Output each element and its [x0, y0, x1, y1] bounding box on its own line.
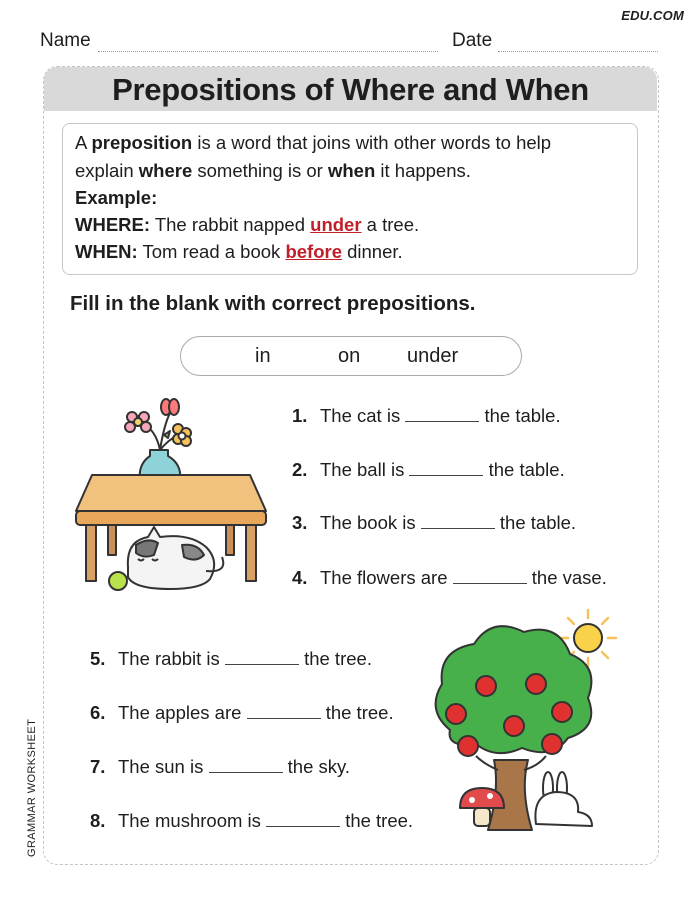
question-7: 7. The sun is the sky.	[90, 756, 351, 777]
table-scene-illustration	[72, 395, 272, 600]
question-8: 8. The mushroom is the tree.	[90, 810, 414, 831]
definition-line-1: A preposition is a word that joins with other words to help	[75, 132, 552, 153]
answer-blank[interactable]	[209, 758, 283, 773]
answer-blank[interactable]	[405, 407, 479, 422]
name-date-row	[40, 30, 658, 54]
question-3: 3. The book is the table.	[292, 512, 577, 533]
date-label: Date	[452, 30, 493, 51]
answer-blank[interactable]	[421, 514, 495, 529]
name-label: Name	[40, 30, 91, 51]
question-2: 2. The ball is the table.	[292, 459, 565, 480]
answer-blank[interactable]	[225, 650, 299, 665]
example-label: Example:	[75, 187, 158, 208]
answer-blank[interactable]	[247, 704, 321, 719]
question-4: 4. The flowers are the vase.	[292, 567, 607, 588]
word-bank-item: under	[407, 345, 459, 367]
answer-blank[interactable]	[453, 569, 527, 584]
answer-blank[interactable]	[266, 812, 340, 827]
example-when: WHEN: Tom read a book before dinner.	[75, 241, 403, 262]
word-bank	[180, 336, 522, 376]
word-bank-item: on	[338, 345, 361, 367]
definition-box	[62, 123, 638, 275]
tree-scene-illustration	[420, 610, 620, 840]
question-1: 1. The cat is the table.	[292, 405, 561, 426]
date-line[interactable]	[498, 51, 658, 52]
word-bank-item: in	[255, 345, 271, 367]
name-line[interactable]	[98, 51, 438, 52]
brand-logo: EDU.COM	[621, 8, 684, 23]
answer-blank[interactable]	[409, 461, 483, 476]
example-where: WHERE: The rabbit napped under a tree.	[75, 214, 420, 235]
definition-line-2: explain where something is or when it happens.	[75, 160, 471, 181]
question-5: 5. The rabbit is the tree.	[90, 648, 372, 669]
instruction: Fill in the blank with correct prepositions.	[70, 292, 476, 315]
question-6: 6. The apples are the tree.	[90, 702, 394, 723]
side-label: GRAMMAR WORKSHEET	[26, 718, 38, 857]
page-title: Prepositions of Where and When	[112, 72, 589, 107]
